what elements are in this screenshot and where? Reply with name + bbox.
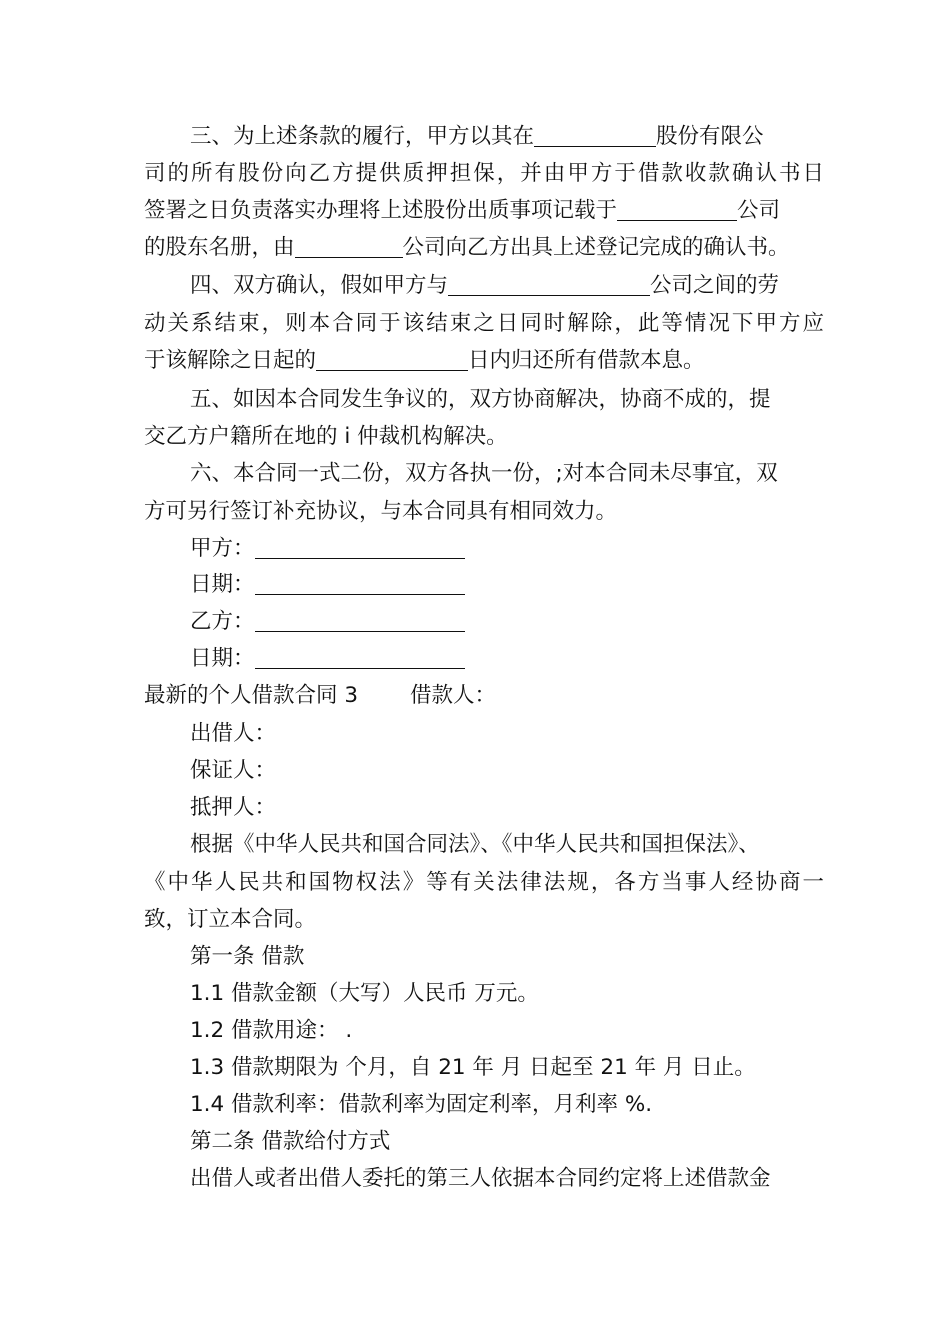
preamble-line2: 《中华人民共和国物权法》等有关法律法规，各方当事人经协商一 (144, 870, 824, 895)
signature-date2 (190, 640, 870, 678)
clause4-line3 (144, 342, 824, 380)
clause3-text: 签署之日负责落实办理将上述股份出质事项记载于 (144, 198, 618, 223)
clause3-line1 (190, 118, 870, 156)
blank-employer (448, 269, 650, 296)
clause6-line2: 方可另行签订补充协议，与本合同具有相同效力。 (144, 499, 618, 524)
clause4-line2: 动关系结束，则本合同于该结束之日同时解除，此等情况下甲方应 (144, 311, 824, 336)
signature-line (255, 532, 465, 559)
item-1-3: 1.3 借款期限为 个月，自 21 年 月 日起至 21 年 月 日止。 (190, 1055, 756, 1080)
guarantor-label: 保证人： (190, 758, 277, 783)
signature-line (255, 605, 465, 632)
preamble-line1: 根据《中华人民共和国合同法》、《中华人民共和国担保法》、 (190, 832, 760, 857)
signature-party-b (190, 603, 870, 641)
clause4-text: 四、双方确认，假如甲方与 (190, 273, 449, 298)
signature-party-a (190, 530, 870, 568)
signature-line (255, 568, 465, 595)
article1-heading: 第一条 借款 (190, 944, 305, 969)
clause4-text: 公司之间的劳 (650, 273, 780, 298)
signature-date1 (190, 566, 870, 604)
clause3-line3 (144, 192, 824, 230)
blank-company-name (534, 120, 656, 147)
clause3-line2: 司的所有股份向乙方提供质押担保，并由甲方于借款收款确认书日 (144, 161, 824, 186)
clause3-text: 三、为上述条款的履行，甲方以其在 (190, 124, 535, 149)
clause5-line1: 五、如因本合同发生争议的，双方协商解决，协商不成的，提 (190, 387, 771, 412)
signature-label: 乙方： (190, 609, 255, 634)
signature-label: 日期： (190, 572, 255, 597)
signature-line (255, 642, 465, 669)
clause6-line1: 六、本合同一式二份，双方各执一份，;对本合同未尽事宜，双 (190, 461, 778, 486)
mortgagor-label: 抵押人： (190, 795, 277, 820)
clause4-text: 于该解除之日起的 (144, 348, 317, 373)
lender-label: 出借人： (190, 721, 277, 746)
clause3-text: 的股东名册，由 (144, 235, 295, 260)
item-1-2: 1.2 借款用途： . (190, 1018, 353, 1043)
item-1-4: 1.4 借款利率：借款利率为固定利率，月利率 %. (190, 1092, 653, 1117)
signature-label: 甲方： (190, 536, 255, 561)
clause4-text: 日内归还所有借款本息。 (468, 348, 705, 373)
signature-label: 日期： (190, 646, 255, 671)
blank-company-register (617, 194, 737, 221)
clause3-text: 公司向乙方出具上述登记完成的确认书。 (402, 235, 790, 260)
clause3-text: 股份有限公 (656, 124, 764, 149)
contract3-title: 最新的个人借款合同 3 (144, 683, 359, 708)
clause3-line4 (144, 229, 824, 267)
contract3-title-line (144, 677, 824, 715)
blank-days (316, 344, 468, 371)
preamble-line3: 致，订立本合同。 (144, 907, 317, 932)
article2-line1: 出借人或者出借人委托的第三人依据本合同约定将上述借款金 (190, 1166, 771, 1191)
article2-heading: 第二条 借款给付方式 (190, 1129, 391, 1154)
blank-company-issuer (295, 231, 403, 258)
item-1-1: 1.1 借款金额（大写）人民币 万元。 (190, 981, 539, 1006)
clause3-text: 公司 (737, 198, 781, 223)
clause5-line2: 交乙方户籍所在地的 i 仲裁机构解决。 (144, 424, 508, 449)
borrower-label: 借款人： (410, 683, 497, 708)
clause4-line1 (190, 267, 870, 305)
